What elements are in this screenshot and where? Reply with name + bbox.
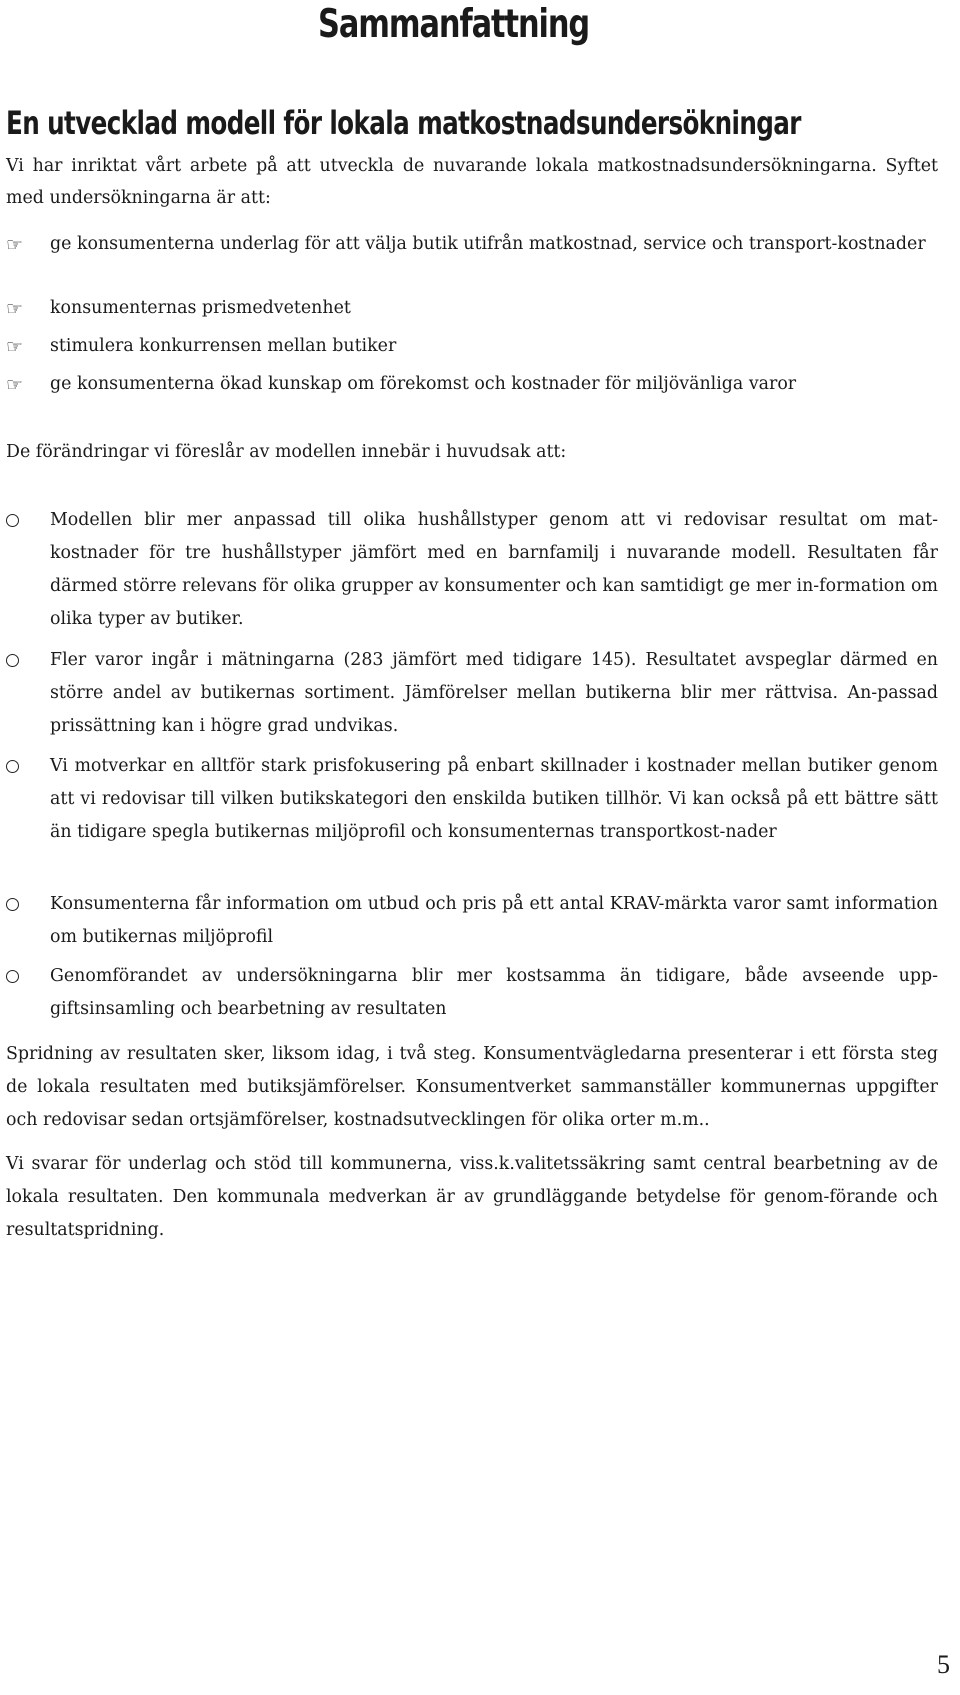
page-title: Sammanfattning <box>318 2 590 47</box>
intro-paragraph: Vi har inriktat vårt arbete på att utveckla de nuvarande lokala matkostnadsundersökningarna. Syftet med undersökningarna är att: <box>6 156 938 208</box>
section-heading: En utvecklad modell för lokala matkostnadsundersökningar <box>6 104 801 142</box>
spread-paragraph: Spridning av resultaten sker, liksom idag, i två steg. Konsumentvägledarna presenterar i ett första steg de lokala resultaten med butiksjämförelser. Konsumentverket sammanställer kommunernas uppgifter och redovisar sedan ortsjämförelser, kostnadsutvecklingen för olika orter m.m.. <box>6 1044 938 1130</box>
pointing-hand-icon: ☞ <box>6 336 24 358</box>
pointing-hand-icon: ☞ <box>6 298 24 320</box>
circle-bullet-icon <box>6 898 19 911</box>
circle-bullet-icon <box>6 970 19 983</box>
support-paragraph: Vi svarar för underlag och stöd till kommunerna, viss.k.valitetssäkring samt central bearbetning av de lokala resultaten. Den kommunala medverkan är av grundläggande betydelse för genom-förande och resultatspridning. <box>6 1154 938 1240</box>
pointing-hand-icon: ☞ <box>6 234 24 256</box>
circle-bullet-icon <box>6 760 19 773</box>
circle-bullet-icon <box>6 514 19 527</box>
page-number: 5 <box>937 1650 950 1679</box>
pointing-hand-icon: ☞ <box>6 374 24 396</box>
changes-intro: De förändringar vi föreslår av modellen innebär i huvudsak att: <box>6 442 567 462</box>
circle-bullet-icon <box>6 654 19 667</box>
